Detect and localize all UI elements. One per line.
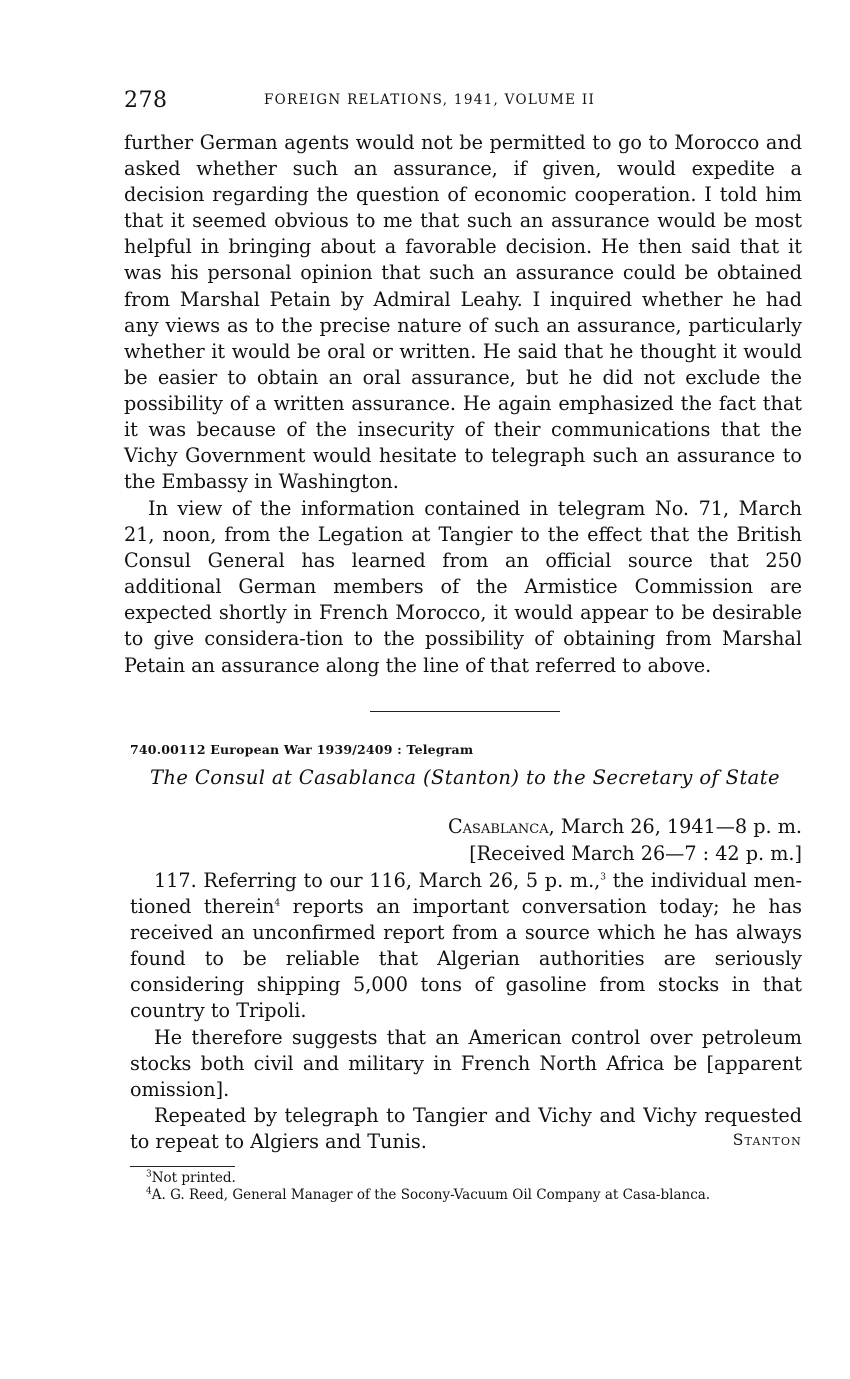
telegram-paragraph-1 bbox=[130, 868, 802, 1025]
footnote-divider bbox=[130, 1166, 235, 1167]
document-title: The Consul at Casablanca (Stanton) to the Secretary of State bbox=[150, 766, 780, 789]
dateline-place: Casablanca bbox=[447, 815, 549, 838]
body-paragraph: further German agents would not be permitted to go to Morocco and asked whether such an assurance, if given, would expedite a decision regarding the question of economic cooperation. I told him that it seemed obvious to me that such an assurance would be most helpful in bringing about a favorable decision. He then said that it was his personal opinion that such an assurance could be obtained from Marshal Petain by Admiral Leahy. I inquired whether he had any views as to the precise nature of such an assurance, particularly whether it would be oral or written. He said that he thought it would be easier to obtain an oral assurance, but he did not exclude the possibility of a written assurance. He again emphasized the fact that it was because of the insecurity of their communications that the Vichy Government would hesitate to telegraph such an assurance to the Embassy in Washington. bbox=[124, 131, 802, 494]
footnote-text: A. G. Reed, General Manager of the Socony-Vacuum Oil Company at Casa-blanca. bbox=[151, 1187, 711, 1203]
footnote-mark: 4 bbox=[146, 1186, 152, 1197]
file-reference: 740.00112 European War 1939/2409 : Telegram bbox=[130, 742, 474, 757]
continuation-paragraph bbox=[124, 130, 802, 495]
footnotes bbox=[130, 1170, 802, 1204]
paragraph-text: reports an important conversation today; he has received an unconfirmed report from a source which he has always found to be reliable that Algerian authorities are seriously considering shipping 5,000 tons of gasoline from stocks in that country to Tripoli. bbox=[130, 895, 802, 1023]
body-paragraph: In view of the information contained in telegram No. 71, March 21, noon, from the Legation at Tangier to the effect that the British Consul General has learned from an official source that 250 additional German members of the Armistice Commission are expected shortly in French Morocco, it would appear to be desirable to give considera-tion to the possibility of obtaining from Marshal Petain an assurance along the line of that referred to above. bbox=[124, 497, 802, 677]
dateline-sent-line bbox=[448, 813, 802, 840]
paragraph-text: the individual men-tioned therein bbox=[130, 869, 802, 919]
footnote-3 bbox=[130, 1170, 802, 1187]
footnote-ref-4: 4 bbox=[274, 898, 281, 909]
page-header bbox=[124, 88, 804, 116]
telegram-paragraph-2: He therefore suggests that an American control over petroleum stocks both civil and military in French North Africa be [apparent omission]. bbox=[130, 1025, 802, 1101]
telegram-paragraph-3: Repeated by telegraph to Tangier and Vichy and Vichy requested to repeat to Algiers and Tunis. bbox=[130, 1103, 802, 1153]
section-divider bbox=[370, 711, 560, 712]
footnote-ref-3: 3 bbox=[600, 872, 606, 883]
footnote-4 bbox=[130, 1187, 802, 1204]
signature: Stanton bbox=[732, 1131, 802, 1149]
paragraph-text: 117. Referring to our 116, March 26, 5 p. m., bbox=[154, 869, 601, 892]
page-number: 278 bbox=[124, 88, 168, 113]
running-head: FOREIGN RELATIONS, 1941, VOLUME II bbox=[264, 92, 596, 108]
dateline-sent: , March 26, 1941—8 p. m. bbox=[548, 815, 802, 838]
footnote-mark: 3 bbox=[146, 1169, 152, 1180]
continuation-paragraph-2 bbox=[124, 496, 802, 679]
footnote-text: Not printed. bbox=[151, 1170, 236, 1186]
telegram-body bbox=[130, 868, 802, 1155]
dateline-received: [Received March 26—7 : 42 p. m.] bbox=[469, 842, 802, 865]
dateline bbox=[448, 813, 802, 867]
